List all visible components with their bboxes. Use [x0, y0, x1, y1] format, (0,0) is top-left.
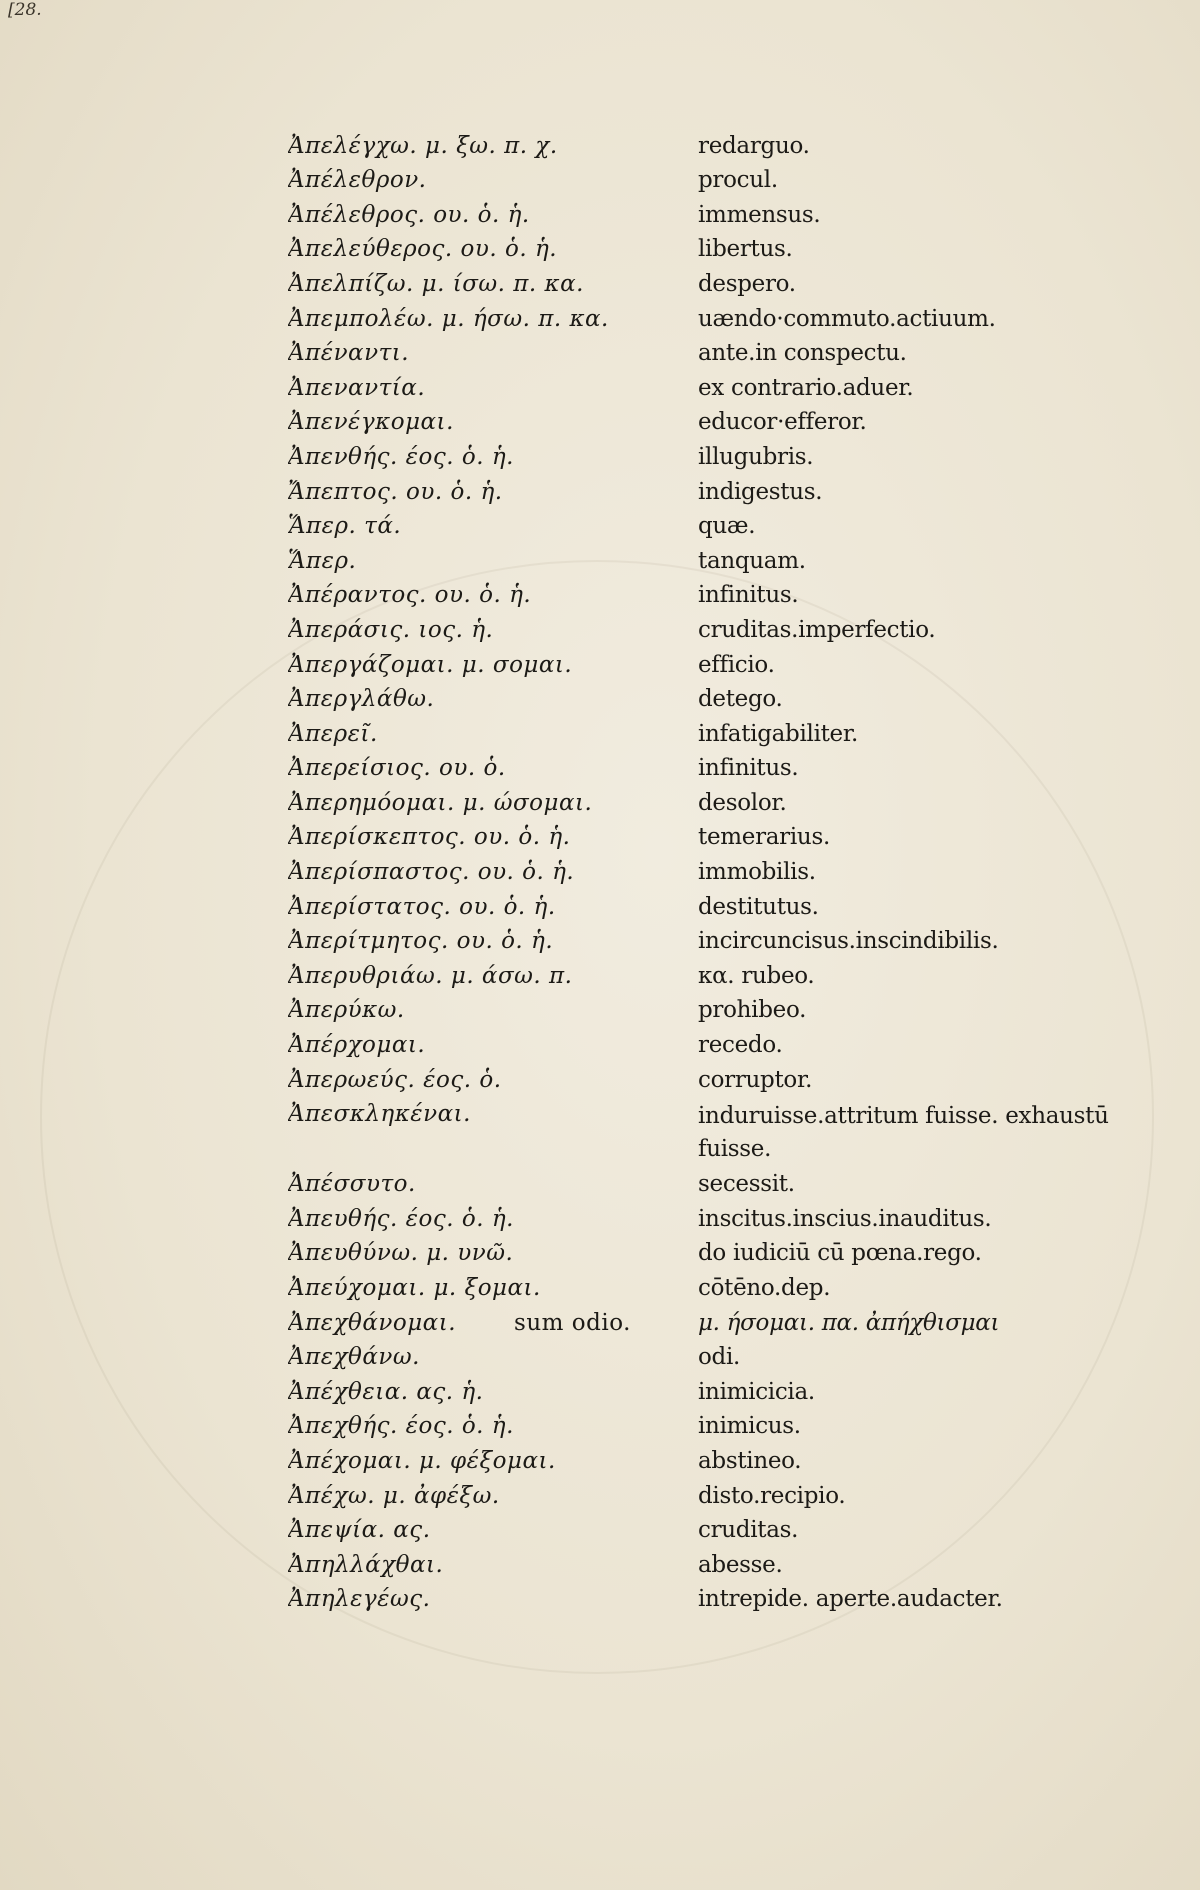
greek-headword: Ἀπέλεθρος. ου. ὁ. ἡ.	[288, 201, 530, 228]
greek-headword: Ἀπεράσις. ιος. ἡ.	[288, 616, 494, 643]
greek-headword: Ἀπερωεύς. έος. ὁ.	[288, 1066, 502, 1093]
inline-gloss: sum odio.	[514, 1309, 631, 1336]
entry-row	[288, 679, 1138, 714]
latin-gloss: infinitus.	[698, 755, 799, 782]
greek-headword: Ἀπερίσπαστος. ου. ὁ. ἡ.	[288, 859, 575, 886]
greek-headword: Ἀπεμπολέω. μ. ήσω. π. κα.	[288, 305, 609, 332]
greek-headword: Ἀπεσκληκέναι.	[288, 1100, 471, 1127]
entry-row	[288, 990, 1138, 1025]
entry-row	[288, 1267, 1138, 1302]
latin-gloss: secessit.	[698, 1171, 795, 1198]
greek-headword: Ἀπερείσιος. ου. ὁ.	[288, 755, 506, 782]
latin-gloss: ante.in conspectu.	[698, 340, 907, 367]
greek-headword: Ἀπέρχομαι.	[288, 1032, 426, 1059]
latin-gloss: cruditas.	[698, 1517, 799, 1544]
entry-row	[288, 160, 1138, 195]
greek-headword: Ἀπέλεθρον.	[288, 167, 427, 194]
entry-row	[288, 1371, 1138, 1406]
entry-row	[288, 921, 1138, 956]
latin-gloss: cōtēno.dep.	[698, 1275, 831, 1301]
latin-gloss: illugubris.	[698, 443, 814, 470]
entry-row	[288, 1024, 1138, 1059]
latin-gloss: incircuncisus.inscindibilis.	[698, 928, 999, 955]
entry-row	[288, 263, 1138, 298]
entry-row	[288, 298, 1138, 333]
greek-headword: Ἀπερυθριάω. μ. άσω. π.	[288, 962, 573, 989]
entry-row	[288, 333, 1138, 368]
greek-headword: Ἀπεργάζομαι. μ. σομαι.	[288, 651, 573, 678]
latin-gloss: educor·efferor.	[698, 409, 867, 436]
greek-headword: Ἀπέναντι.	[288, 340, 410, 367]
greek-headword: Ἀπεχθάνω.	[288, 1344, 420, 1371]
latin-gloss: indigestus.	[698, 478, 823, 505]
greek-headword: Ἄπεπτος. ου. ὁ. ἡ.	[288, 478, 503, 505]
entry-row	[288, 471, 1138, 506]
entry-row	[288, 1198, 1138, 1233]
folio-number: [28.	[8, 0, 42, 20]
latin-gloss: inimicicia.	[698, 1378, 815, 1405]
latin-gloss: abesse.	[698, 1551, 783, 1578]
latin-gloss: libertus.	[698, 236, 793, 263]
entry-row	[288, 1510, 1138, 1545]
greek-headword: Ἀπηλεγέως.	[288, 1586, 431, 1613]
latin-gloss: uændo·commuto.actiuum.	[698, 305, 996, 332]
entry-row	[288, 713, 1138, 748]
latin-gloss: inimicus.	[698, 1413, 801, 1440]
greek-headword: Ἀπέραντος. ου. ὁ. ἡ.	[288, 582, 532, 609]
latin-gloss: corruptor.	[698, 1066, 813, 1093]
entry-row	[288, 1579, 1138, 1614]
latin-gloss: quæ.	[698, 513, 756, 540]
greek-headword: Ἀπεναντία.	[288, 374, 426, 401]
entry-row	[288, 194, 1138, 229]
entry-row	[288, 1406, 1138, 1441]
latin-gloss: induruisse.attritum fuisse. exhaustū fuisse.	[698, 1102, 1109, 1162]
latin-gloss: immobilis.	[698, 859, 816, 886]
greek-headword: Ἀπεύχομαι. μ. ξομαι.	[288, 1275, 541, 1301]
entry-row	[288, 817, 1138, 852]
latin-gloss: ex contrario.aduer.	[698, 374, 914, 401]
entry-row	[288, 367, 1138, 402]
latin-gloss: infinitus.	[698, 582, 799, 609]
entry-row	[288, 955, 1138, 990]
greek-headword: Ἀπευθής. έος. ὁ. ἡ.	[288, 1205, 514, 1232]
greek-headword: Ἅπερ. τά.	[288, 513, 402, 540]
entry-row	[288, 229, 1138, 264]
entry-row	[288, 1233, 1138, 1268]
entry-row	[288, 1440, 1138, 1475]
latin-gloss: infatigabiliter.	[698, 720, 859, 747]
entry-row	[288, 402, 1138, 437]
latin-gloss: efficio.	[698, 651, 775, 678]
greek-headword: Ἀπελπίζω. μ. ίσω. π. κα.	[288, 270, 584, 297]
entry-row	[288, 609, 1138, 644]
latin-gloss: odi.	[698, 1344, 741, 1371]
greek-headword: Ἅπερ.	[288, 547, 357, 574]
latin-gloss: despero.	[698, 270, 796, 297]
entry-row	[288, 851, 1138, 886]
entry-row	[288, 540, 1138, 575]
latin-gloss: κα. rubeo.	[698, 962, 815, 989]
entry-row	[288, 575, 1138, 610]
entry-row	[288, 644, 1138, 679]
greek-headword: Ἀπεχθάνομαι. sum odio.	[288, 1309, 631, 1336]
latin-gloss: do iudiciū cū pœna.rego.	[698, 1240, 982, 1267]
greek-headword: Ἀπευθύνω. μ. υνῶ.	[288, 1240, 514, 1267]
entry-row	[288, 1059, 1138, 1094]
greek-headword: Ἀπερίσκεπτος. ου. ὁ. ἡ.	[288, 824, 571, 851]
latin-gloss: immensus.	[698, 201, 821, 228]
entry-row	[288, 436, 1138, 471]
latin-gloss: procul.	[698, 167, 778, 194]
latin-gloss: desolor.	[698, 789, 787, 816]
greek-headword: Ἀπερίστατος. ου. ὁ. ἡ.	[288, 893, 556, 920]
greek-headword: Ἀπενέγκομαι.	[288, 409, 454, 436]
latin-gloss: recedo.	[698, 1032, 783, 1059]
latin-gloss: prohibeo.	[698, 997, 807, 1024]
entry-row	[288, 748, 1138, 783]
latin-gloss: cruditas.imperfectio.	[698, 616, 936, 643]
greek-headword: Ἀπενθής. έος. ὁ. ἡ.	[288, 443, 514, 470]
greek-headword: Ἀπελέγχω. μ. ξω. π. χ.	[288, 132, 558, 159]
entry-row	[288, 886, 1138, 921]
greek-headword: Ἀπεχθής. έος. ὁ. ἡ.	[288, 1413, 514, 1440]
entry-row	[288, 125, 1138, 160]
greek-headword: Ἀπερίτμητος. ου. ὁ. ἡ.	[288, 928, 554, 955]
latin-gloss: disto.recipio.	[698, 1482, 846, 1509]
latin-gloss: abstineo.	[698, 1447, 802, 1474]
entry-row	[288, 1302, 1138, 1337]
entry-row	[288, 782, 1138, 817]
latin-gloss: destitutus.	[698, 893, 819, 920]
latin-gloss: tanquam.	[698, 547, 806, 574]
entry-row	[288, 1544, 1138, 1579]
greek-headword: Ἀπεψία. ας.	[288, 1517, 431, 1544]
greek-headword: Ἀπέσσυτο.	[288, 1171, 416, 1198]
latin-gloss: inscitus.inscius.inauditus.	[698, 1205, 992, 1232]
greek-headword: Ἀπέχθεια. ας. ἡ.	[288, 1378, 484, 1405]
greek-headword: Ἀπέχομαι. μ. φέξομαι.	[288, 1447, 556, 1474]
entry-row	[288, 1475, 1138, 1510]
entry-row	[288, 506, 1138, 541]
greek-headword: Ἀπερεῖ.	[288, 720, 378, 747]
dictionary-entries	[288, 125, 1138, 1648]
entry-row	[288, 1337, 1138, 1372]
entry-row	[288, 1094, 1138, 1164]
latin-gloss: temerarius.	[698, 824, 830, 851]
entry-row	[288, 1613, 1138, 1648]
greek-headword: Ἀπηλλάχθαι.	[288, 1551, 444, 1578]
greek-headword: Ἀπερύκω.	[288, 997, 405, 1024]
greek-headword: Ἀπεργλάθω.	[288, 686, 435, 713]
latin-gloss: redarguo.	[698, 132, 810, 159]
latin-gloss: intrepide. aperte.audacter.	[698, 1586, 1003, 1613]
latin-gloss: detego.	[698, 686, 783, 713]
latin-gloss: μ. ήσομαι. πα. ἀπήχθισμαι	[698, 1309, 1000, 1336]
greek-headword: Ἀπελεύθερος. ου. ὁ. ἡ.	[288, 236, 558, 263]
greek-headword: Ἀπερημόομαι. μ. ώσομαι.	[288, 789, 593, 816]
entry-row	[288, 1164, 1138, 1199]
greek-headword: Ἀπέχω. μ. ἀφέξω.	[288, 1482, 500, 1509]
